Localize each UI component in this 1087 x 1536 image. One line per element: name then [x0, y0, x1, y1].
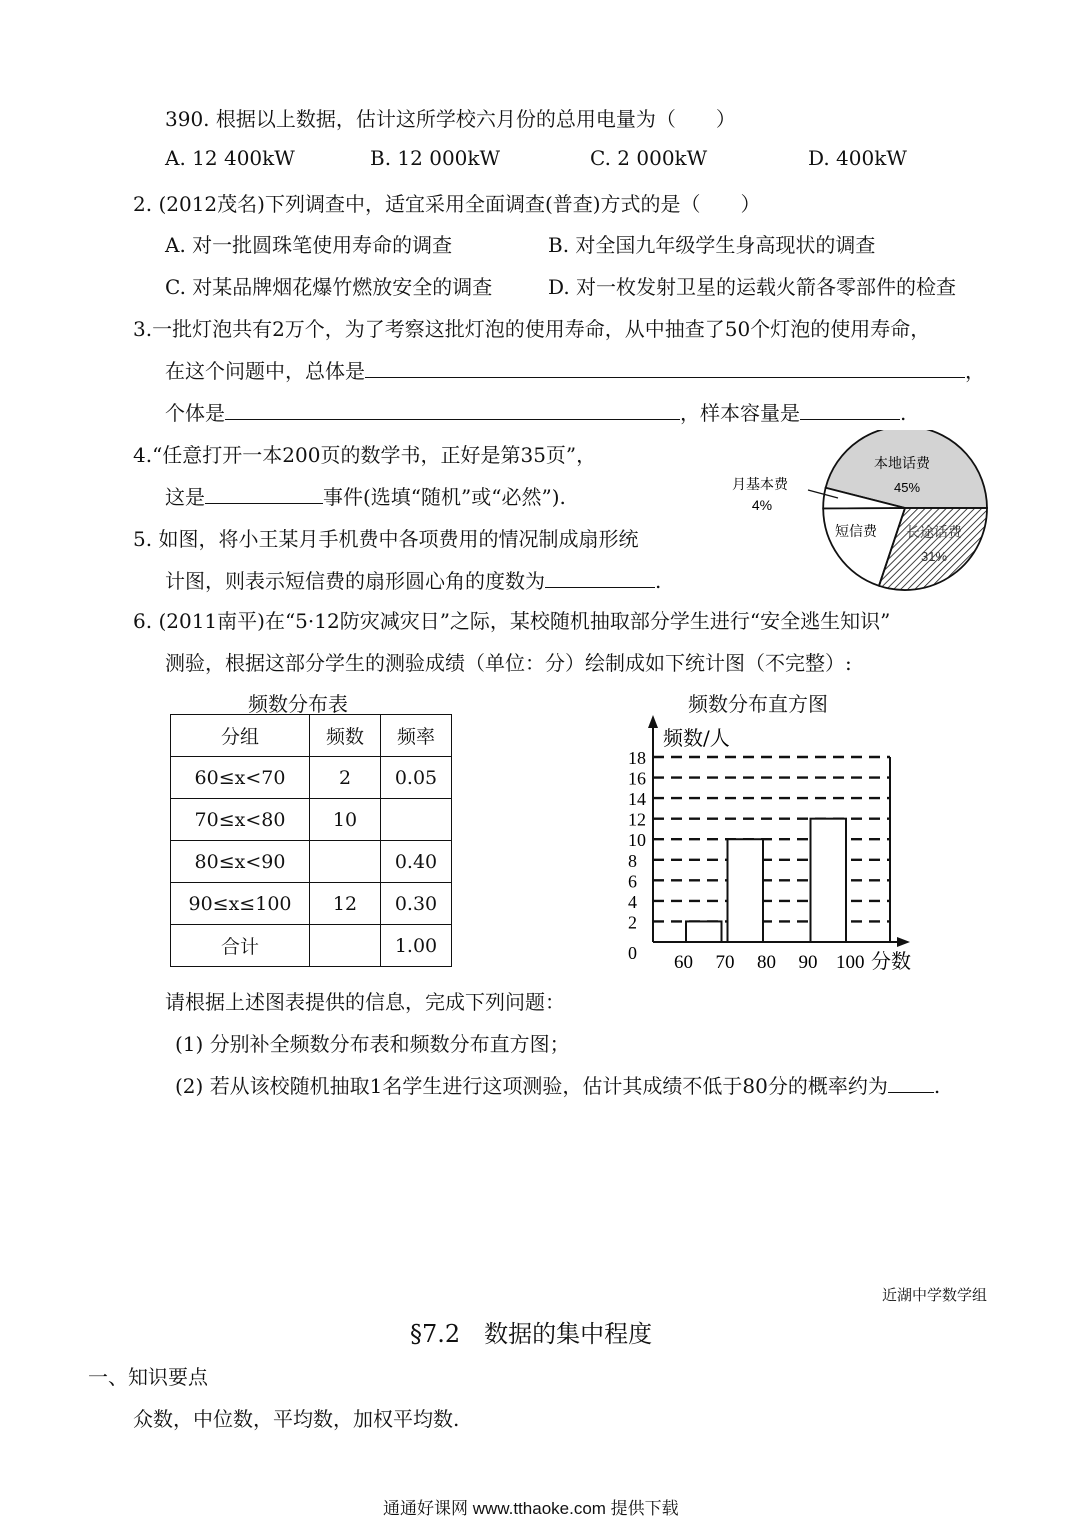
- q6-sub1: (1) 分别补全频数分布表和频数分布直方图；: [175, 1032, 570, 1056]
- q1-line: 390. 根据以上数据，估计这所学校六月份的总用电量为（ ）: [165, 107, 736, 131]
- histogram-bar: [686, 921, 722, 942]
- q5-line1: 5. 如图，将小王某月手机费中各项费用的情况制成扇形统: [133, 527, 639, 551]
- q3-period: .: [900, 401, 907, 425]
- y-tick-label: 0: [628, 943, 637, 963]
- q6-line2: 测验，根据这部分学生的测验成绩（单位：分）绘制成如下统计图（不完整）:: [165, 651, 852, 675]
- y-tick-label: 16: [628, 768, 646, 789]
- q4-prefix: 这是: [165, 485, 205, 509]
- q4-line2: [165, 481, 566, 510]
- page-footer: 通通好课网 www.tthaoke.com 提供下载: [383, 1499, 679, 1518]
- q6-sub2-text: (2) 若从该校随机抽取1名学生进行这项测验，估计其成绩不低于80分的概率约为: [175, 1074, 888, 1098]
- pie-label-base-pct: 4%: [751, 497, 773, 513]
- frequency-histogram: [615, 712, 935, 980]
- q4-line1: 4.“任意打开一本200页的数学书，正好是第35页”，: [133, 443, 597, 467]
- section-heading: 一、知识要点: [88, 1365, 208, 1389]
- y-tick-label: 2: [628, 912, 637, 933]
- pie-label-long: 长途话费: [906, 524, 962, 540]
- table-row: [171, 883, 452, 925]
- q4-blank[interactable]: [205, 485, 323, 504]
- x-tick-label: 60: [674, 952, 693, 973]
- q1-option-a: A. 12 400kW: [165, 146, 295, 170]
- x-tick-label: 100: [836, 952, 865, 973]
- table-row: [171, 841, 452, 883]
- table-cell: 2: [310, 757, 381, 799]
- q5-period: .: [655, 569, 662, 593]
- pie-label-local: 本地话费: [874, 455, 930, 471]
- q3-line3: [165, 397, 906, 426]
- q5-prefix: 计图，则表示短信费的扇形圆心角的度数为: [165, 569, 545, 593]
- y-tick-label: 8: [628, 850, 637, 871]
- q3-individual-label: 个体是: [165, 401, 225, 425]
- table-cell: 0.05: [381, 757, 452, 799]
- table-cell: 70≤x<80: [171, 799, 310, 841]
- q6-probability-blank[interactable]: [888, 1074, 934, 1093]
- table-row: [171, 925, 452, 967]
- q5-line2: [165, 565, 661, 594]
- q3-sample-blank[interactable]: [800, 401, 900, 420]
- table-header: 频率: [381, 715, 452, 757]
- table-cell: 0.30: [381, 883, 452, 925]
- x-tick-label: 90: [798, 952, 818, 973]
- x-tick-label: 70: [715, 952, 735, 973]
- table-cell[interactable]: [381, 799, 452, 841]
- table-header: 分组: [171, 715, 310, 757]
- y-tick-label: 6: [628, 871, 637, 892]
- y-axis-arrow: [648, 715, 658, 728]
- q6-sub2-period: .: [933, 1074, 941, 1098]
- q3-sample-label: ，样本容量是: [680, 401, 800, 425]
- section-body: 众数，中位数，平均数，加权平均数.: [133, 1407, 460, 1431]
- q3-population-blank[interactable]: [365, 359, 965, 378]
- freq-table-title: 频数分布表: [248, 692, 348, 716]
- section-title: §7.2 数据的集中程度: [410, 1320, 653, 1348]
- y-tick-label: 12: [628, 809, 646, 830]
- q4-suffix: 事件(选填“随机”或“必然”).: [323, 485, 566, 509]
- table-cell: 12: [310, 883, 381, 925]
- table-cell[interactable]: [310, 841, 381, 883]
- q6-after: 请根据上述图表提供的信息，完成下列问题：: [165, 990, 565, 1014]
- q2-option-a: A. 对一批圆珠笔使用寿命的调查: [165, 233, 453, 257]
- pie-label-sms: 短信费: [835, 523, 877, 539]
- y-tick-label: 18: [628, 748, 646, 768]
- pie-label-local-pct: 45%: [893, 480, 921, 495]
- table-cell: 10: [310, 799, 381, 841]
- q6-sub2: [175, 1070, 940, 1099]
- table-cell[interactable]: [310, 925, 381, 967]
- q2-stem: 2. (2012茂名)下列调查中，适宜采用全面调查(普查)方式的是（ ）: [133, 192, 761, 216]
- frequency-table: [170, 714, 452, 967]
- table-cell: 90≤x≤100: [171, 883, 310, 925]
- y-tick-label: 10: [628, 830, 646, 851]
- table-cell: 0.40: [381, 841, 452, 883]
- pie-label-base: 月基本费: [732, 476, 788, 492]
- x-axis-label: 分数: [871, 949, 911, 973]
- q3-comma: ，: [965, 359, 985, 383]
- x-tick-label: 80: [757, 952, 776, 973]
- expense-pie-chart: [720, 430, 1000, 600]
- table-cell: 合计: [171, 925, 310, 967]
- y-tick-label: 4: [628, 891, 637, 912]
- q6-line1: 6. (2011南平)在“5·12防灾减灾日”之际，某校随机抽取部分学生进行“安全逃生知识”: [133, 609, 891, 633]
- histogram-title: 频数分布直方图: [688, 692, 828, 716]
- q2-option-b: B. 对全国九年级学生身高现状的调查: [548, 233, 876, 257]
- q5-blank[interactable]: [545, 569, 655, 588]
- y-axis-label: 频数/人: [663, 726, 730, 750]
- q3-population-label: 在这个问题中，总体是: [165, 359, 365, 383]
- q2-option-c: C. 对某品牌烟花爆竹燃放安全的调查: [165, 275, 493, 299]
- q1-option-c: C. 2 000kW: [590, 146, 708, 170]
- table-header-row: [171, 715, 452, 757]
- q1-option-b: B. 12 000kW: [370, 146, 501, 170]
- table-cell: 1.00: [381, 925, 452, 967]
- group-footer: 近湖中学数学组: [882, 1287, 988, 1304]
- y-tick-label: 14: [628, 789, 646, 810]
- table-header: 频数: [310, 715, 381, 757]
- x-axis-arrow: [897, 937, 910, 947]
- q1-option-d: D. 400kW: [808, 146, 907, 170]
- q3-individual-blank[interactable]: [225, 401, 680, 420]
- histogram-bar: [811, 819, 847, 942]
- table-row: [171, 757, 452, 799]
- q2-option-d: D. 对一枚发射卫星的运载火箭各零部件的检查: [548, 275, 957, 299]
- q3-line2: [165, 355, 985, 384]
- pie-label-long-pct: 31%: [920, 549, 948, 564]
- q3-line1: 3.一批灯泡共有2万个，为了考察这批灯泡的使用寿命，从中抽查了50个灯泡的使用寿命，: [133, 317, 931, 341]
- table-cell: 80≤x<90: [171, 841, 310, 883]
- histogram-bar: [728, 839, 764, 942]
- table-row: [171, 799, 452, 841]
- table-cell: 60≤x<70: [171, 757, 310, 799]
